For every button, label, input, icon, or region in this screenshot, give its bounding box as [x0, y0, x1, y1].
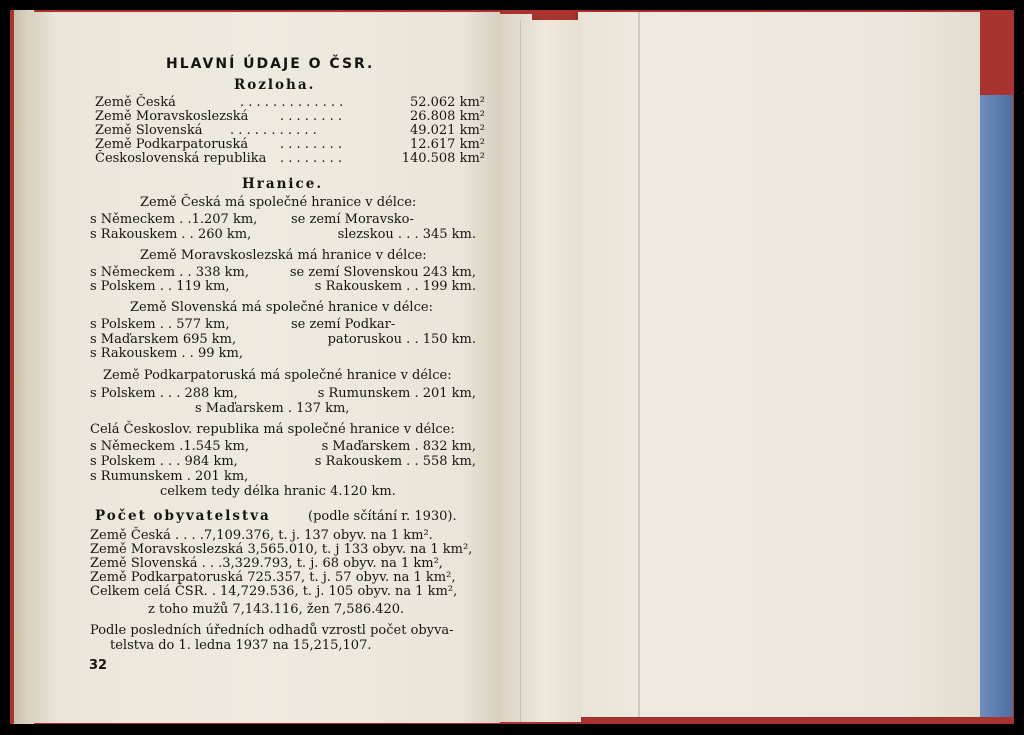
row-dots: . . . . . . . .: [280, 137, 342, 152]
row-dots: . . . . . . . . . . .: [230, 123, 317, 138]
border-total: celkem tedy délka hranic 4.120 km.: [160, 484, 396, 499]
table-row-value: 49.021 km²: [409, 123, 485, 138]
border-line: se zemí Slovenskou 243 km,: [289, 265, 476, 280]
census-note: (podle sčítání r. 1930).: [308, 509, 457, 524]
table-row-name: Země Česká: [95, 95, 176, 110]
block-intro: Země Podkarpatoruská má společné hranice v délce:: [103, 368, 452, 383]
row-dots: . . . . . . . .: [280, 151, 342, 166]
table-row-name: Země Podkarpatoruská: [95, 137, 249, 152]
block-intro: Celá Českoslov. republika má společné hranice v délce:: [90, 422, 455, 437]
border-line: s Rakouskem . . 260 km,: [90, 227, 252, 242]
border-line: slezskou . . . 345 km.: [337, 227, 476, 242]
population-row: Země Slovenská . . .3,329.793, t. j. 68 obyv. na 1 km²,: [90, 556, 443, 571]
block-intro: Země Slovenská má společné hranice v délce:: [130, 300, 433, 315]
row-dots: . . . . . . . .: [280, 109, 342, 124]
border-line: s Maďarskem . 137 km,: [195, 401, 350, 416]
gender-split: z toho mužů 7,143.116, žen 7,586.420.: [148, 602, 405, 617]
table-row-name: Země Moravskoslezská: [95, 109, 249, 124]
table-row-value: 140.508 km²: [401, 151, 485, 166]
table-row-name: Země Slovenská: [95, 123, 203, 138]
table-row-value: 12.617 km²: [409, 137, 485, 152]
population-row: Země Podkarpatoruská 725.357, t. j. 57 obyv. na 1 km²,: [90, 570, 456, 585]
border-line: s Polskem . . 577 km,: [90, 317, 230, 332]
table-row-value: 26.808 km²: [409, 109, 485, 124]
page-title: HLAVNÍ ÚDAJE O ČSR.: [166, 56, 375, 72]
border-line: s Polskem . . 119 km,: [90, 279, 230, 294]
border-line: s Polskem . . . 984 km,: [90, 454, 238, 469]
left-page: [30, 12, 500, 723]
border-line: s Německem .1.545 km,: [90, 439, 250, 454]
table-row-name: Československá republika: [95, 151, 267, 166]
border-line: s Maďarskem . 832 km,: [321, 439, 476, 454]
border-line: s Maďarskem 695 km,: [90, 332, 237, 347]
table-row-value: 52.062 km²: [409, 95, 485, 110]
border-line: s Rumunskem . 201 km,: [90, 469, 249, 484]
row-dots: . . . . . . . . . . . . .: [240, 95, 344, 110]
border-line: patoruskou . . 150 km.: [327, 332, 476, 347]
border-line: se zemí Moravsko-: [291, 212, 414, 227]
section-heading-hranice: Hranice.: [242, 176, 324, 192]
estimate-text: Podle posledních úředních odhadů vzrostl počet obyva-: [90, 623, 454, 638]
population-row: Země Moravskoslezská 3,565.010, t. j 133 obyv. na 1 km²,: [90, 542, 473, 557]
border-line: s Rakouskem . . 99 km,: [90, 346, 243, 361]
border-line: s Německem . .1.207 km,: [90, 212, 258, 227]
border-line: s Německem . . 338 km,: [90, 265, 250, 280]
population-row: Země Česká . . . .7,109.376, t. j. 137 obyv. na 1 km².: [90, 528, 433, 543]
right-blank-page: [578, 12, 980, 717]
folded-leaf: [520, 20, 581, 722]
border-line: s Rakouskem . . 558 km,: [314, 454, 476, 469]
estimate-text: telstva do 1. ledna 1937 na 15,215,107.: [110, 638, 372, 653]
block-intro: Země Moravskoslezská má hranice v délce:: [140, 248, 427, 263]
block-intro: Země Česká má společné hranice v délce:: [140, 195, 417, 210]
border-line: s Polskem . . . 288 km,: [90, 386, 238, 401]
border-line: s Rakouskem . . 199 km.: [314, 279, 476, 294]
section-heading-rozloha: Rozloha.: [234, 77, 316, 93]
border-line: se zemí Podkar-: [291, 317, 396, 332]
population-row: Celkem celá ČSR. . 14,729.536, t. j. 105 obyv. na 1 km²,: [90, 584, 458, 599]
section-heading-obyvatelstvo: Počet obyvatelstva: [95, 508, 271, 524]
border-line: s Rumunskem . 201 km,: [317, 386, 476, 401]
page-number: 32: [89, 658, 108, 673]
